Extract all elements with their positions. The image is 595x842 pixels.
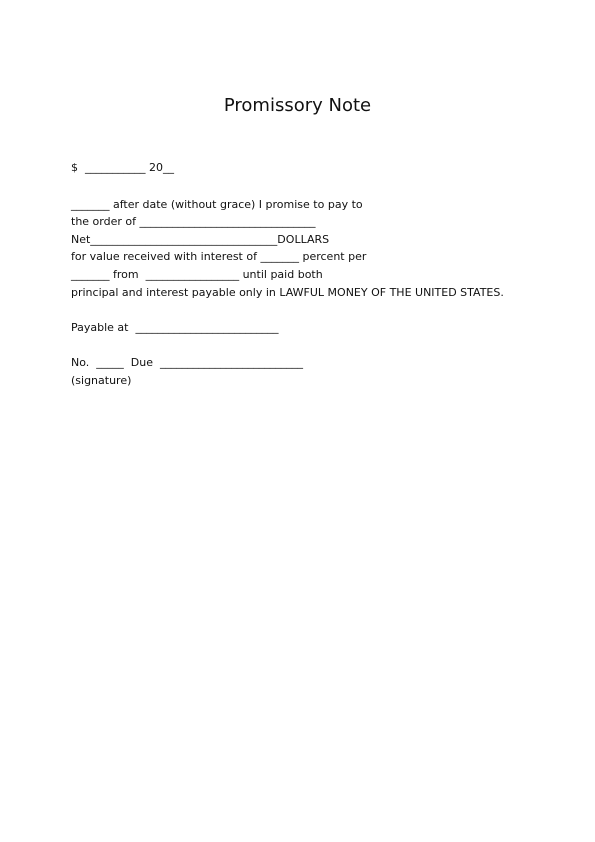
document-title: Promissory Note xyxy=(223,95,372,116)
body-line-3: Net__________________________________DOLLARS xyxy=(71,233,330,246)
payable-at-line: Payable at __________________________ xyxy=(71,321,279,334)
body-line-6: principal and interest payable only in LAWFUL MONEY OF THE UNITED STATES. xyxy=(71,286,504,299)
amount-date-line: $ ___________ 20__ xyxy=(71,161,174,174)
body-line-1: _______ after date (without grace) I promise to pay to xyxy=(71,198,363,211)
number-due-line: No. _____ Due __________________________ xyxy=(71,356,303,369)
body-line-5: _______ from _________________ until paid both xyxy=(71,268,323,281)
body-line-4: for value received with interest of _______ percent per xyxy=(71,250,367,263)
body-line-2: the order of ________________________________ xyxy=(71,215,316,228)
signature-label: (signature) xyxy=(71,374,132,387)
